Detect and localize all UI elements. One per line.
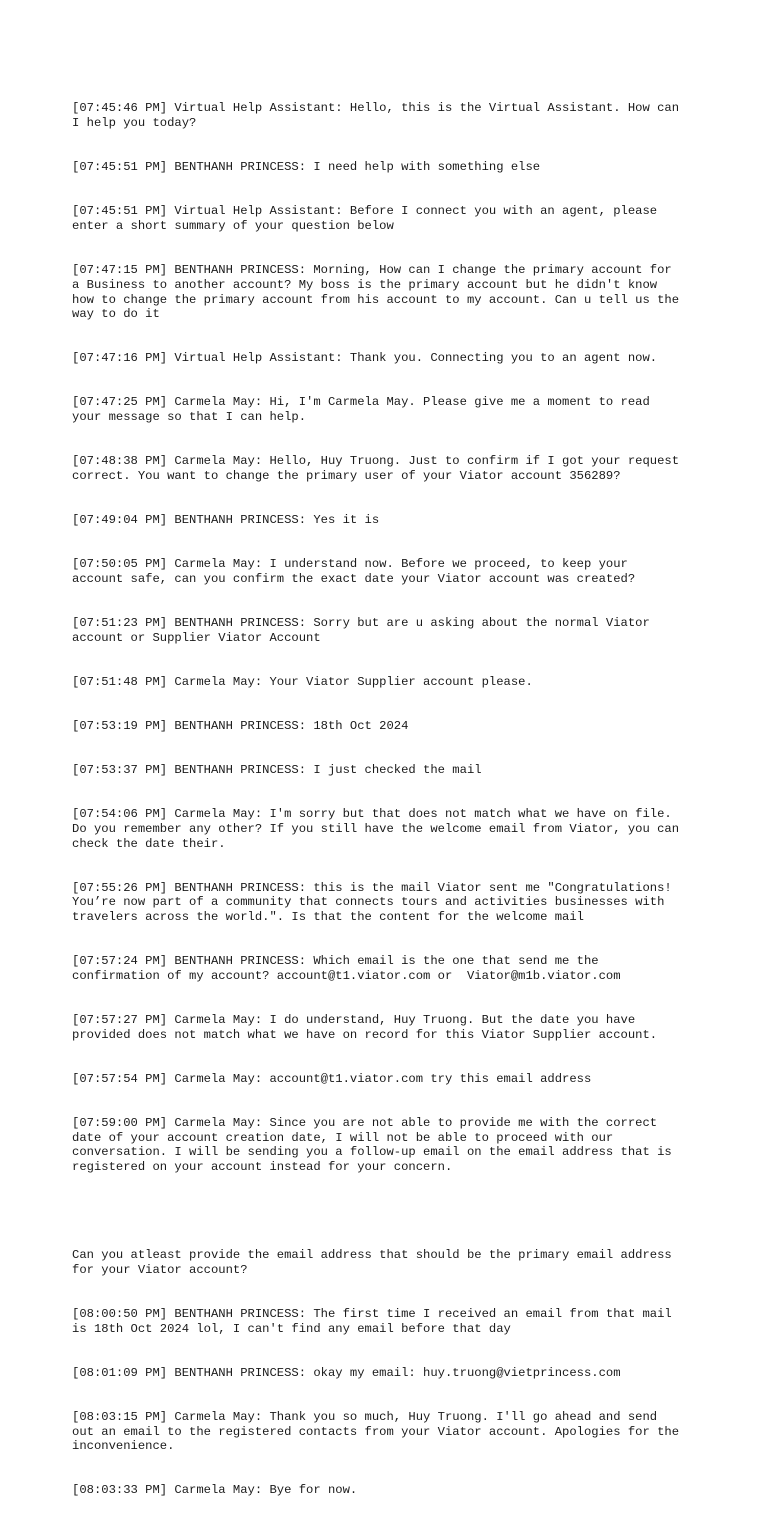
transcript-line: [07:47:15 PM] BENTHANH PRINCESS: Morning, How can I change the primary account for a Business to another account? My boss is the primary account but he didn't know how to change the primary account from his account to my account. Can u tell us the way to do it xyxy=(72,263,680,322)
transcript-line: [07:59:00 PM] Carmela May: Since you are not able to provide me with the correct date of your account creation date, I will not be able to proceed with our conversation. I will be sending you a follow-up email on the email address that is registered on your account instead for your concern. xyxy=(72,1115,672,1175)
transcript-line: [07:45:46 PM] Virtual Help Assistant: Hello, this is the Virtual Assistant. How can I help you today? xyxy=(72,101,680,131)
transcript-line: [07:47:16 PM] Virtual Help Assistant: Thank you. Connecting you to an agent now. xyxy=(72,351,658,366)
transcript-line: [07:57:24 PM] BENTHANH PRINCESS: Which email is the one that send me the confirmation of my account? account@t1.viator.com or Viator@m1b.viator.com xyxy=(72,954,621,983)
document-page xyxy=(72,72,712,1528)
transcript-line: [07:48:38 PM] Carmela May: Hello, Huy Truong. Just to confirm if I got your request correct. You want to change the primary user of your Viator account 356289? xyxy=(72,454,680,483)
paragraph-spacer xyxy=(72,1204,712,1219)
transcript-line: Can you atleast provide the email address that should be the primary email address for your Viator account? xyxy=(72,1248,672,1277)
transcript-line: [07:57:54 PM] Carmela May: account@t1.viator.com try this email address xyxy=(72,1071,592,1086)
transcript-line: [07:51:48 PM] Carmela May: Your Viator Supplier account please. xyxy=(72,674,533,689)
transcript-line: [07:47:25 PM] Carmela May: Hi, I'm Carmela May. Please give me a moment to read your message so that I can help. xyxy=(72,395,650,425)
transcript-line: [08:03:15 PM] Carmela May: Thank you so much, Huy Truong. I'll go ahead and send out an email to the registered contacts from your Viator account. Apologies for the inconvenience. xyxy=(72,1409,680,1454)
transcript-line: [08:01:09 PM] BENTHANH PRINCESS: okay my email: huy.truong@vietprincess.com xyxy=(72,1365,621,1380)
transcript-line: [07:50:05 PM] Carmela May: I understand now. Before we proceed, to keep your account safe, can you confirm the exact date your Viator account was created? xyxy=(72,557,636,586)
transcript-line: [07:51:23 PM] BENTHANH PRINCESS: Sorry but are u asking about the normal Viator account or Supplier Viator Account xyxy=(72,616,650,645)
transcript-line: [07:53:19 PM] BENTHANH PRINCESS: 18th Oct 2024 xyxy=(72,718,409,733)
transcript-line: [07:45:51 PM] Virtual Help Assistant: Before I connect you with an agent, please enter a short summary of your question below xyxy=(72,204,658,234)
transcript-line: [08:03:33 PM] Carmela May: Bye for now. xyxy=(72,1483,358,1498)
transcript-line: [07:53:37 PM] BENTHANH PRINCESS: I just checked the mail xyxy=(72,763,482,778)
transcript-line: [07:54:06 PM] Carmela May: I'm sorry but that does not match what we have on file. Do you remember any other? If you still have the welcome email from Viator, you can check the date their. xyxy=(72,807,680,851)
transcript-line: [07:49:04 PM] BENTHANH PRINCESS: Yes it is xyxy=(72,513,380,528)
transcript-line: [07:55:26 PM] BENTHANH PRINCESS: this is the mail Viator sent me "Congratulations! You’re now part of a community that connects tours and activities businesses with travelers across the world.". Is that the content for the welcome mail xyxy=(72,880,672,925)
transcript-line: [07:57:27 PM] Carmela May: I do understand, Huy Truong. But the date you have provided does not match what we have on record for this Viator Supplier account. xyxy=(72,1013,658,1042)
transcript-line: [07:45:51 PM] BENTHANH PRINCESS: I need help with something else xyxy=(72,160,541,175)
chat-transcript xyxy=(72,72,712,1528)
transcript-line: [08:00:50 PM] BENTHANH PRINCESS: The first time I received an email from that mail is 18th Oct 2024 lol, I can't find any email before that day xyxy=(72,1307,672,1336)
